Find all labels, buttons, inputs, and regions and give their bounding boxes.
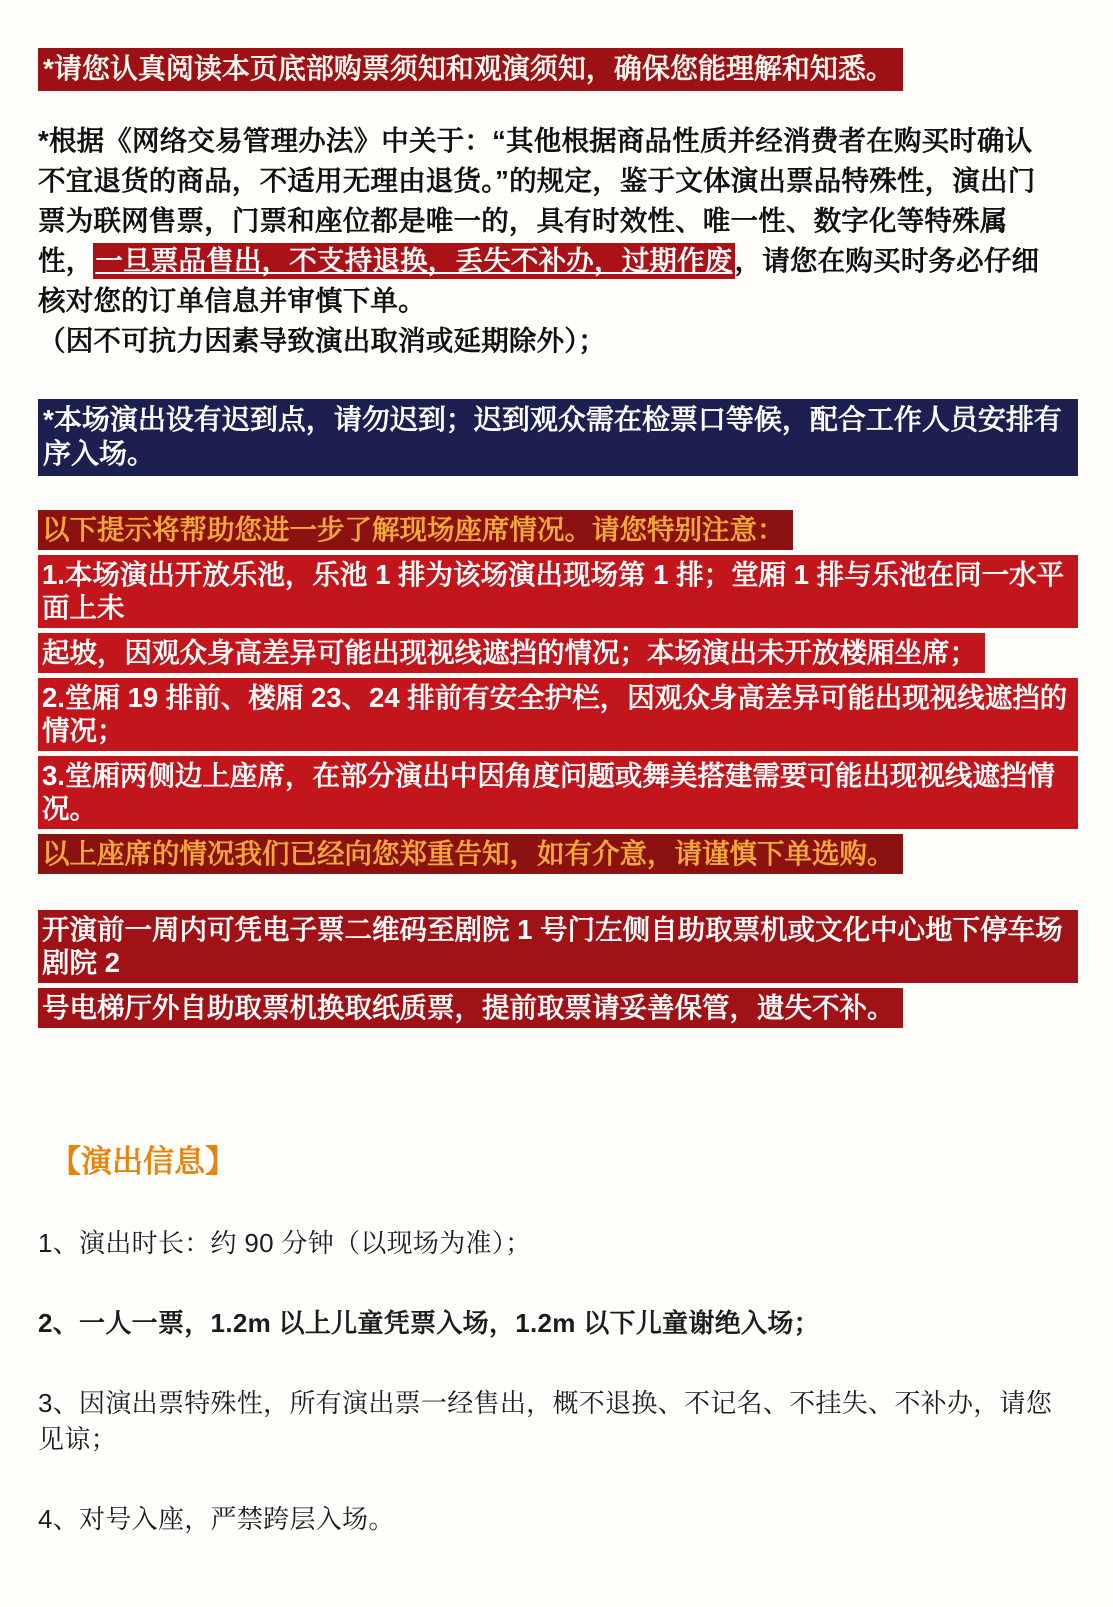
info-item-children-policy: 2、一人一票，1.2m 以上儿童凭票入场，1.2m 以下儿童谢绝入场； bbox=[38, 1308, 820, 1338]
seating-notice-line bbox=[38, 510, 1078, 550]
policy-highlight: 一旦票品售出，不支持退换，丢失不补办，过期作废 bbox=[93, 243, 734, 279]
pickup-notice-text: 号电梯厅外自助取票机换取纸质票，提前取票请妥善保管，遗失不补。 bbox=[38, 988, 903, 1028]
performance-info-list bbox=[38, 1225, 1078, 1537]
top-warning-banner: *请您认真阅读本页底部购票须知和观演须知，确保您能理解和知悉。 bbox=[38, 48, 903, 91]
seating-notice-text: 3.堂厢两侧边上座席，在部分演出中因角度问题或舞美搭建需要可能出现视线遮挡情况。 bbox=[38, 756, 1078, 829]
pickup-notice-text: 开演前一周内可凭电子票二维码至剧院 1 号门左侧自助取票机或文化中心地下停车场剧院 2 bbox=[38, 910, 1078, 983]
seating-notice-line bbox=[38, 756, 1078, 829]
late-arrival-banner: *本场演出设有迟到点，请勿迟到；迟到观众需在检票口等候，配合工作人员安排有序入场。 bbox=[38, 399, 1078, 476]
seating-notice-text: 起坡，因观众身高差异可能出现视线遮挡的情况；本场演出未开放楼厢坐席； bbox=[38, 633, 985, 673]
pickup-notice-line bbox=[38, 988, 1078, 1028]
seating-notice-block bbox=[38, 510, 1078, 874]
info-item-no-refund: 3、因演出票特殊性，所有演出票一经售出，概不退换、不记名、不挂失、不补办，请您见谅； bbox=[38, 1388, 1053, 1454]
refund-policy-paragraph bbox=[38, 121, 1046, 361]
seating-notice-header: 以下提示将帮助您进一步了解现场座席情况。请您特别注意： bbox=[38, 510, 793, 550]
pickup-notice-line bbox=[38, 910, 1078, 983]
info-item-duration: 1、演出时长：约 90 分钟（以现场为准）； bbox=[38, 1228, 532, 1258]
seating-notice-line bbox=[38, 834, 1078, 874]
seating-notice-line bbox=[38, 555, 1078, 628]
seating-notice-text: 2.堂厢 19 排前、楼厢 23、24 排前有安全护栏，因观众身高差异可能出现视线遮挡的情况； bbox=[38, 678, 1078, 751]
policy-text-pre: *根据《网络交易管理办法》中关于：“其他根据商品性质并经消费者在购买时确认不宜退货的商品，不适用无理由退货。”的规定，鉴于文体演出票品特殊性，演出门票为联网售票，门票和座位都是唯一的，具有时效性、唯一性、数字化等特殊属性， bbox=[38, 125, 1036, 276]
force-majeure-exception: （因不可抗力因素导致演出取消或延期除外）； bbox=[38, 325, 606, 356]
seating-notice-text: 1.本场演出开放乐池，乐池 1 排为该场演出现场第 1 排；堂厢 1 排与乐池在同一水平面上未 bbox=[38, 555, 1078, 628]
policy-text-post: ，请您在购买时务必仔细核对您的订单信息并审慎下单。 bbox=[38, 245, 1040, 316]
performance-info-title: 【演出信息】 bbox=[50, 1144, 236, 1179]
seating-notice-line bbox=[38, 633, 1078, 673]
info-item-seating-rule: 4、对号入座，严禁跨层入场。 bbox=[38, 1504, 395, 1534]
seating-notice-footer: 以上座席的情况我们已经向您郑重告知，如有介意，请谨慎下单选购。 bbox=[38, 834, 903, 874]
ticket-pickup-notice bbox=[38, 910, 1078, 1028]
seating-notice-line bbox=[38, 678, 1078, 751]
